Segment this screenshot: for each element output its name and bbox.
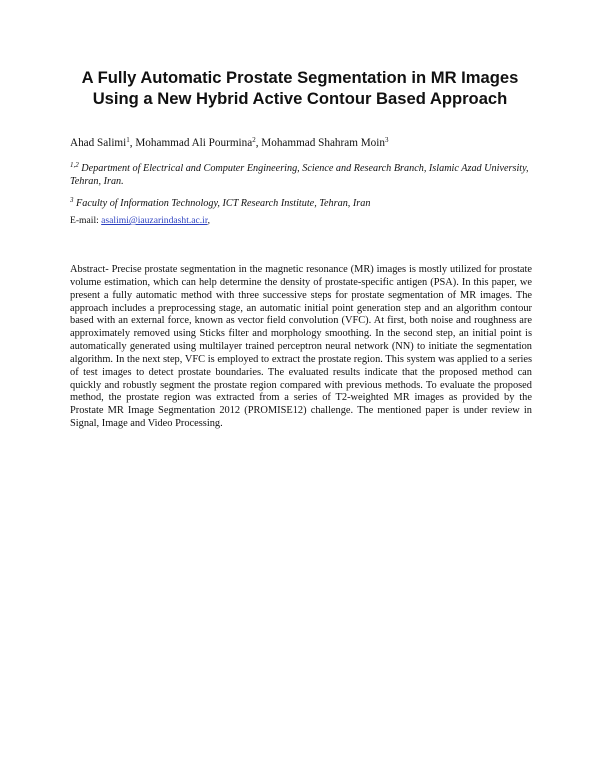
author-separator: , [129, 137, 136, 149]
email-label: E-mail: [70, 215, 102, 226]
author-name: Ahad Salimi [70, 137, 127, 149]
author-separator: , [255, 137, 262, 149]
author-affiliation-mark: 3 [384, 136, 389, 144]
author-affiliation-mark: 2 [252, 136, 256, 144]
contact-email [70, 215, 210, 227]
affiliation [70, 162, 532, 188]
abstract-paragraph: Abstract- Precise prostate segmentation in the magnetic resonance (MR) images is mostly utilized for prostate volume estimation, which can help determine the density of prostate-specific antigen (PSA). In this paper, we present a fully automatic method with three successive steps for prostate segmentation of MR images. The approach includes a preprocessing stage, an automatic initial point generation step and an algorithm contour based with an external force, known as vector field convolution (VFC). At first, both noise and roughness are approximately removed using Sticks filter and morphology smoothing. In the second step, an initial point is automatically generated using multilayer trained perceptron neural network (NN) to initiate the segmentation algorithm. In the next step, VFC is employed to extract the prostate region. This system was applied to a series of test images to detect prostate boundaries. The evaluated results indicate that the proposed method can quickly and robustly segment the prostate region compared with previous methods. To evaluate the proposed method, the prostate region was extracted from a series of T2-weighted MR images as provided by the Prostate MR Image Segmentation 2012 (PROMISE12) challenge. The mentioned paper is under review in Signal, Image and Video Processing. [70, 264, 532, 430]
author-affiliation-mark: 1 [126, 136, 130, 144]
affiliation-mark: 3 [70, 196, 74, 204]
email-suffix: , [207, 215, 211, 226]
affiliation-mark: 1,2 [70, 161, 79, 169]
affiliation-text: Faculty of Information Technology, ICT Research Institute, Tehran, Iran [76, 198, 371, 209]
paper-title: A Fully Automatic Prostate Segmentation in MR Images Using a New Hybrid Active Contour Based Approach [81, 68, 519, 108]
email-link[interactable]: asalimi@iauzarindasht.ac.ir [101, 215, 208, 226]
author-list [70, 136, 540, 150]
author-name: Mohammad Shahram Moin [261, 137, 385, 149]
author-name: Mohammad Ali Pourmina [135, 137, 253, 149]
affiliation-text: Department of Electrical and Computer Engineering, Science and Research Branch, Islamic Azad University, Tehran, Iran. [70, 163, 529, 188]
affiliation [70, 197, 532, 210]
